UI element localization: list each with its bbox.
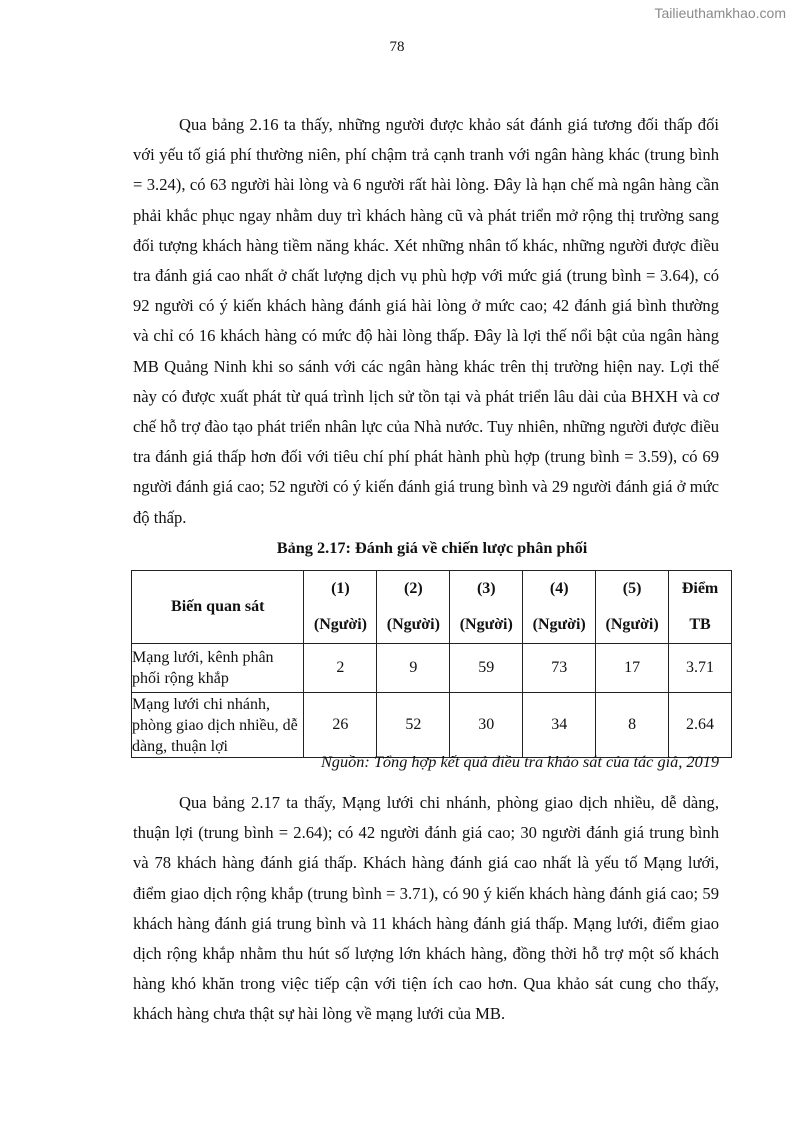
header-level-5 xyxy=(596,571,669,644)
row-score: 2.64 xyxy=(669,693,732,758)
table-source-note: Nguồn: Tổng hợp kết quả điều tra khảo sát của tác giả, 2019 xyxy=(320,752,719,771)
header-level-4 xyxy=(523,571,596,644)
header-level-3 xyxy=(450,571,523,644)
header-unit-label: (Người) xyxy=(459,616,513,633)
watermark: Tailieuthamkhao.com xyxy=(654,5,786,21)
row-value: 34 xyxy=(523,693,596,758)
header-level-label: (3) xyxy=(476,580,496,597)
row-value: 59 xyxy=(450,644,523,693)
row-value: 17 xyxy=(596,644,669,693)
header-level-label: (5) xyxy=(622,580,642,597)
header-level-label: (1) xyxy=(331,580,350,597)
header-score xyxy=(669,571,732,644)
row-label: Mạng lưới chi nhánh, phòng giao dịch nhiều, dễ dàng, thuận lợi xyxy=(132,693,304,758)
row-value: 9 xyxy=(377,644,450,693)
header-unit-label: (Người) xyxy=(605,616,659,633)
row-label: Mạng lưới, kênh phân phối rộng khắp xyxy=(132,644,304,693)
row-value: 73 xyxy=(523,644,596,693)
row-value: 2 xyxy=(304,644,377,693)
header-unit-label: (Người) xyxy=(313,616,367,633)
header-level-1 xyxy=(304,571,377,644)
row-value: 30 xyxy=(450,693,523,758)
header-level-label: (4) xyxy=(549,580,569,597)
body-paragraph-1: Qua bảng 2.16 ta thấy, những người được khảo sát đánh giá tương đối thấp đối với yếu tố giá phí thường niên, phí chậm trả cạnh tranh với ngân hàng khác (trung bình = 3.24), có 63 người hài lòng và 6 người rất hài lòng. Đây là hạn chế mà ngân hàng cần phải khắc phục ngay nhằm duy trì khách hàng cũ và phát triển mở rộng thị trường sang đối tượng khách hàng tiềm năng khác. Xét những nhân tố khác, những người được điều tra đánh giá cao nhất ở chất lượng dịch vụ phù hợp với mức giá (trung bình = 3.64), có 92 người có ý kiến khách hàng đánh giá hài lòng ở mức cao; 42 đánh giá bình thường và chỉ có 16 khách hàng có mức độ hài lòng thấp. Đây là lợi thế nổi bật của ngân hàng MB Quảng Ninh khi so sánh với các ngân hàng khác trên thị trường hiện nay. Lợi thế này có được xuất phát từ quá trình lịch sử tồn tại và phát triển lâu dài của BHXH và cơ chế hỗ trợ đào tạo phát triển nhân lực của Nhà nước. Tuy nhiên, những người được điều tra đánh giá thấp hơn đối với tiêu chí phí phát hành phù hợp (trung bình = 3.59), có 69 người đánh giá cao; 52 người có ý kiến đánh giá trung bình và 29 người đánh giá ở mức độ thấp. xyxy=(133,115,719,527)
header-unit-label: (Người) xyxy=(386,616,440,633)
table-header-row xyxy=(132,571,732,644)
header-score-line2: TB xyxy=(689,616,711,633)
header-variable: Biến quan sát xyxy=(132,571,304,644)
header-unit-label: (Người) xyxy=(532,616,586,633)
body-paragraph-2: Qua bảng 2.17 ta thấy, Mạng lưới chi nhánh, phòng giao dịch nhiều, dễ dàng, thuận lợi (trung bình = 2.64); có 42 người đánh giá cao; 30 người đánh giá trung bình và 78 khách hàng đánh giá thấp. Khách hàng đánh giá cao nhất là yếu tố Mạng lưới, điểm giao dịch rộng khắp (trung bình = 3.71), có 90 ý kiến khách hàng đánh giá cao; 59 khách hàng đánh giá trung bình và 11 khách hàng đánh giá thấp. Mạng lưới, điểm giao dịch rộng khắp nhằm thu hút số lượng lớn khách hàng, đồng thời hỗ trợ một số khách hàng khó khăn trong việc tiếp cận với tiện ích cao hơn. Qua khảo sát cung cho thấy, khách hàng chưa thật sự hài lòng về mạng lưới của MB. xyxy=(133,793,719,1024)
page-number: 78 xyxy=(389,39,405,55)
table-title: Bảng 2.17: Đánh giá về chiến lược phân phối xyxy=(276,538,588,557)
row-value: 26 xyxy=(304,693,377,758)
header-level-label: (2) xyxy=(404,580,423,597)
table-row xyxy=(132,693,732,758)
row-score: 3.71 xyxy=(669,644,732,693)
header-level-2 xyxy=(377,571,450,644)
row-value: 8 xyxy=(596,693,669,758)
header-score-line1: Điểm xyxy=(681,580,719,597)
row-value: 52 xyxy=(377,693,450,758)
table-row xyxy=(132,644,732,693)
evaluation-table xyxy=(131,570,732,758)
